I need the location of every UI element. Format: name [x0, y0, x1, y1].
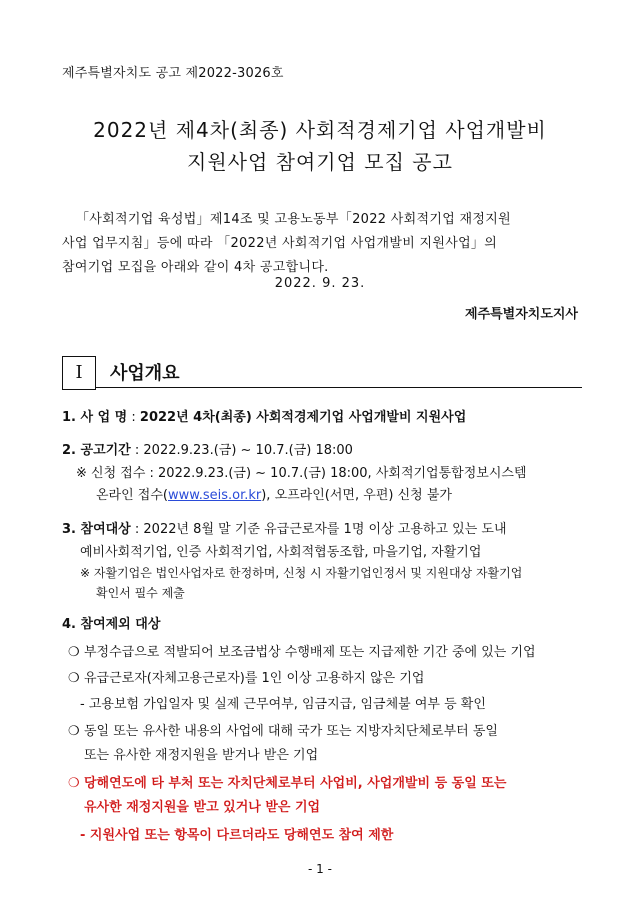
item4-label: 4. 참여제외 대상: [62, 617, 161, 632]
title-line-2: 지원사업 참여기업 모집 공고: [187, 150, 453, 174]
exclusion-2-sub: - 고용보험 가입일자 및 실제 근무여부, 임금지급, 임금체불 여부 등 확인: [80, 697, 486, 712]
exclusion-1-text: 부정수급으로 적발되어 보조금법상 수행배제 또는 지급제한 기간 중에 있는 기업: [84, 645, 536, 660]
item2-note-line-2: [96, 484, 452, 503]
exclusion-3-text-line-2: 또는 유사한 재정지원을 받거나 받은 기업: [84, 748, 319, 763]
item-exclusions: [62, 613, 160, 632]
section-header: [62, 356, 582, 390]
item3-label: 3. 참여대상: [62, 522, 131, 537]
section-divider: [96, 387, 582, 388]
exclusion-bullet-4: [68, 772, 506, 791]
circle-bullet-icon: ❍: [68, 776, 80, 791]
exclusion-4-text-line-1: 당해연도에 타 부처 또는 자치단체로부터 사업비, 사업개발비 등 동일 또는: [84, 776, 507, 791]
item3-value: 2022년 8월 말 기준 유급근로자를 1명 이상 고용하고 있는 도내: [143, 522, 507, 537]
item2-value: 2022.9.23.(금) ~ 10.7.(금) 18:00: [143, 443, 353, 458]
exclusion-4-sub: - 지원사업 또는 항목이 다르더라도 당해연도 참여 제한: [80, 828, 394, 843]
page-number: - 1 -: [308, 862, 332, 876]
intro-line-2: 사업 업무지침」등에 따라 「2022년 사회적기업 사업개발비 지원사업」의: [62, 236, 498, 251]
item2-note-line-1: ※ 신청 접수 : 2022.9.23.(금) ~ 10.7.(금) 18:00, 사회적기업통합정보시스템: [76, 466, 527, 481]
item1-label: 1. 사 업 명: [62, 410, 128, 425]
item3-sep: :: [130, 522, 144, 537]
item2-sep: :: [130, 443, 144, 458]
circle-bullet-icon: ❍: [68, 645, 80, 660]
intro-line-1: 「사회적기업 육성법」제14조 및 고용노동부「2022 사회적기업 재정지원: [76, 212, 511, 227]
item-period: [62, 439, 353, 458]
item3-line-2: 예비사회적기업, 인증 사회적기업, 사회적협동조합, 마을기업, 자활기업: [80, 545, 482, 560]
section-numeral: Ⅰ: [62, 356, 96, 390]
exclusion-4-text-line-2: 유사한 재정지원을 받고 있거나 받은 기업: [84, 800, 321, 815]
seis-link[interactable]: www.seis.or.kr: [168, 488, 262, 503]
item-project-name: [62, 406, 466, 425]
item2-label: 2. 공고기간: [62, 443, 131, 458]
issuer-name: 제주특별자치도지사: [464, 307, 578, 322]
item1-sep: :: [127, 410, 140, 425]
item2-note-pre: 온라인 접수(: [96, 488, 168, 503]
announcement-date: 2022. 9. 23.: [274, 276, 366, 291]
section-title: 사업개요: [110, 363, 180, 384]
exclusion-bullet-1: [68, 641, 536, 660]
title-line-1: 2022년 제4차(최종) 사회적경제기업 사업개발비: [93, 118, 547, 142]
circle-bullet-icon: ❍: [68, 671, 80, 686]
item3-note-line-2: 확인서 필수 제출: [96, 586, 185, 600]
intro-line-3: 참여기업 모집을 아래와 같이 4차 공고합니다.: [62, 260, 329, 275]
notice-number: 제주특별자치도 공고 제2022-3026호: [62, 66, 284, 81]
exclusion-bullet-2: [68, 667, 424, 686]
item3-note-line-1: ※ 자활기업은 법인사업자로 한정하며, 신청 시 자활기업인정서 및 지원대상 자활기업: [80, 566, 523, 580]
exclusion-bullet-3: [68, 720, 498, 739]
exclusion-3-text-line-1: 동일 또는 유사한 내용의 사업에 대해 국가 또는 지방자치단체로부터 동일: [84, 724, 498, 739]
item2-note-post: ), 오프라인(서면, 우편) 신청 불가: [261, 488, 452, 503]
circle-bullet-icon: ❍: [68, 724, 80, 739]
exclusion-2-text: 유급근로자(자체고용근로자)를 1인 이상 고용하지 않은 기업: [84, 671, 425, 686]
item-eligibility: [62, 518, 507, 537]
item1-value: 2022년 4차(최종) 사회적경제기업 사업개발비 지원사업: [139, 410, 467, 425]
